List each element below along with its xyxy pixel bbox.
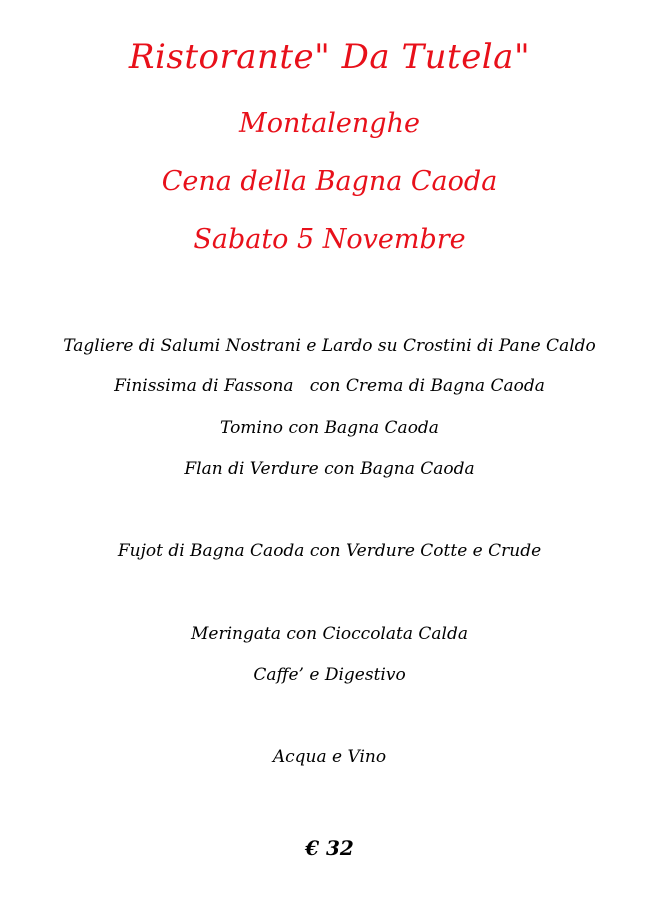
menu-item-dessert-1: Meringata con Cioccolata Calda: [191, 624, 468, 644]
menu-item-dessert-2: Caffe’ e Digestivo: [253, 665, 406, 685]
menu-item-antipasto-4: Flan di Verdure con Bagna Caoda: [184, 459, 475, 479]
event-heading: Cena della Bagna Caoda: [161, 166, 498, 197]
menu-item-main: Fujot di Bagna Caoda con Verdure Cotte e Crude: [117, 541, 542, 561]
date-heading: Sabato 5 Novembre: [193, 224, 466, 255]
menu-item-drinks: Acqua e Vino: [272, 747, 387, 767]
menu-item-antipasto-3: Tomino con Bagna Caoda: [220, 418, 439, 438]
location-heading: Montalenghe: [239, 108, 420, 139]
menu-item-antipasto-1: Tagliere di Salumi Nostrani e Lardo su Crostini di Pane Caldo: [63, 336, 596, 356]
menu-price: € 32: [305, 836, 354, 860]
menu-item-antipasto-2: Finissima di Fassona con Crema di Bagna Caoda: [114, 376, 545, 396]
restaurant-title: Ristorante" Da Tutela": [128, 37, 531, 77]
